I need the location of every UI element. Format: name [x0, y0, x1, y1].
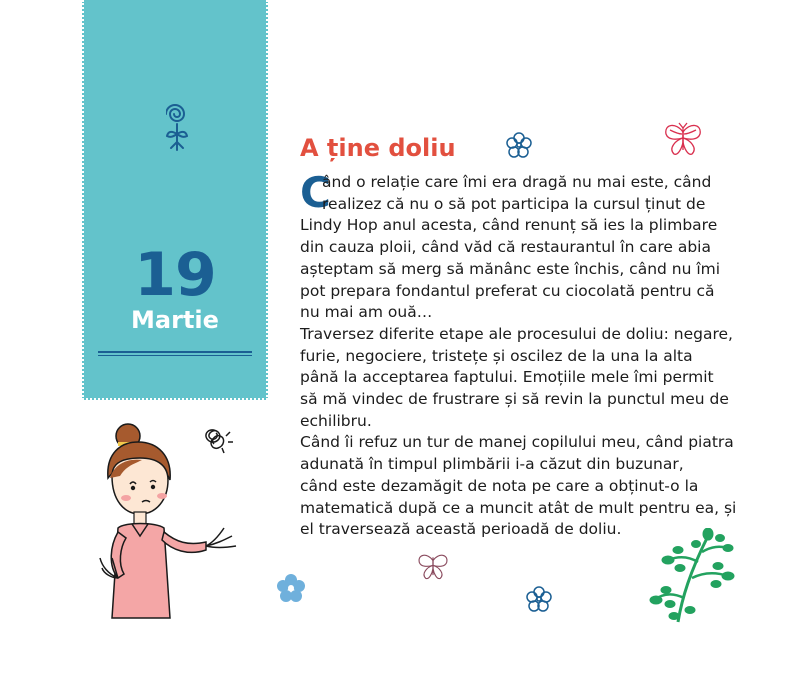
butterfly-icon-small — [416, 552, 450, 582]
drop-cap: C — [300, 168, 331, 217]
article-body — [300, 168, 750, 541]
leaf-branch-icon — [648, 528, 736, 624]
text-line: până la acceptarea faptului. Emoțiile mele îmi permit — [300, 368, 714, 387]
text-line: pot prepara fondantul preferat cu ciocolată pentru că — [300, 281, 715, 300]
article-title: A ține doliu — [300, 134, 456, 162]
text-line: când este dezamăgit de nota pe care a obținut-o la — [300, 476, 699, 495]
flower-outline-icon — [504, 130, 534, 160]
text-line: echilibru. — [300, 411, 372, 430]
text-line: așteptam să merg să mănânc este închis, când nu îmi — [300, 259, 721, 278]
date-day: 19 — [134, 240, 216, 310]
date-month: Martie — [131, 306, 219, 334]
text-line: furie, negociere, tristețe și oscilez de la una la alta — [300, 346, 693, 365]
rose-icon — [166, 104, 188, 152]
text-line: Traversez diferite etape ale procesului de doliu: negare, — [300, 324, 733, 343]
flower-outline-icon-2 — [524, 584, 554, 614]
text-line: adunată în timpul plimbării i-a căzut din buzunar, — [300, 455, 684, 474]
paragraph-2 — [300, 324, 750, 433]
text-line: Când îi refuz un tur de manej copilului meu, când piatra — [300, 433, 734, 452]
text-line: nu mai am ouă… — [300, 303, 433, 322]
text-line: Lindy Hop anul acesta, când renunț să ies la plimbare — [300, 216, 718, 235]
text-line: să mă vindec de frustrare și să revin la punctul meu de — [300, 390, 729, 409]
date-panel — [82, 0, 268, 400]
text-line: ând o relație care îmi era dragă nu mai este, când — [322, 173, 712, 191]
paragraph-1 — [300, 168, 750, 324]
divider-line-thin — [98, 355, 252, 356]
paragraph-3 — [300, 432, 750, 541]
flower-filled-icon — [276, 572, 306, 604]
text-line: din cauza ploii, când văd că restaurantul în care abia — [300, 238, 711, 257]
text-line: realizez că nu o să pot participa la cursul ținut de — [322, 194, 706, 213]
confused-woman-illustration — [96, 418, 246, 628]
text-line: matematică după ce a muncit atât de mult pentru ea, și — [300, 498, 737, 517]
butterfly-icon — [662, 122, 704, 158]
text-line: el traversează această perioadă de doliu. — [300, 520, 622, 539]
divider-line — [98, 351, 252, 353]
